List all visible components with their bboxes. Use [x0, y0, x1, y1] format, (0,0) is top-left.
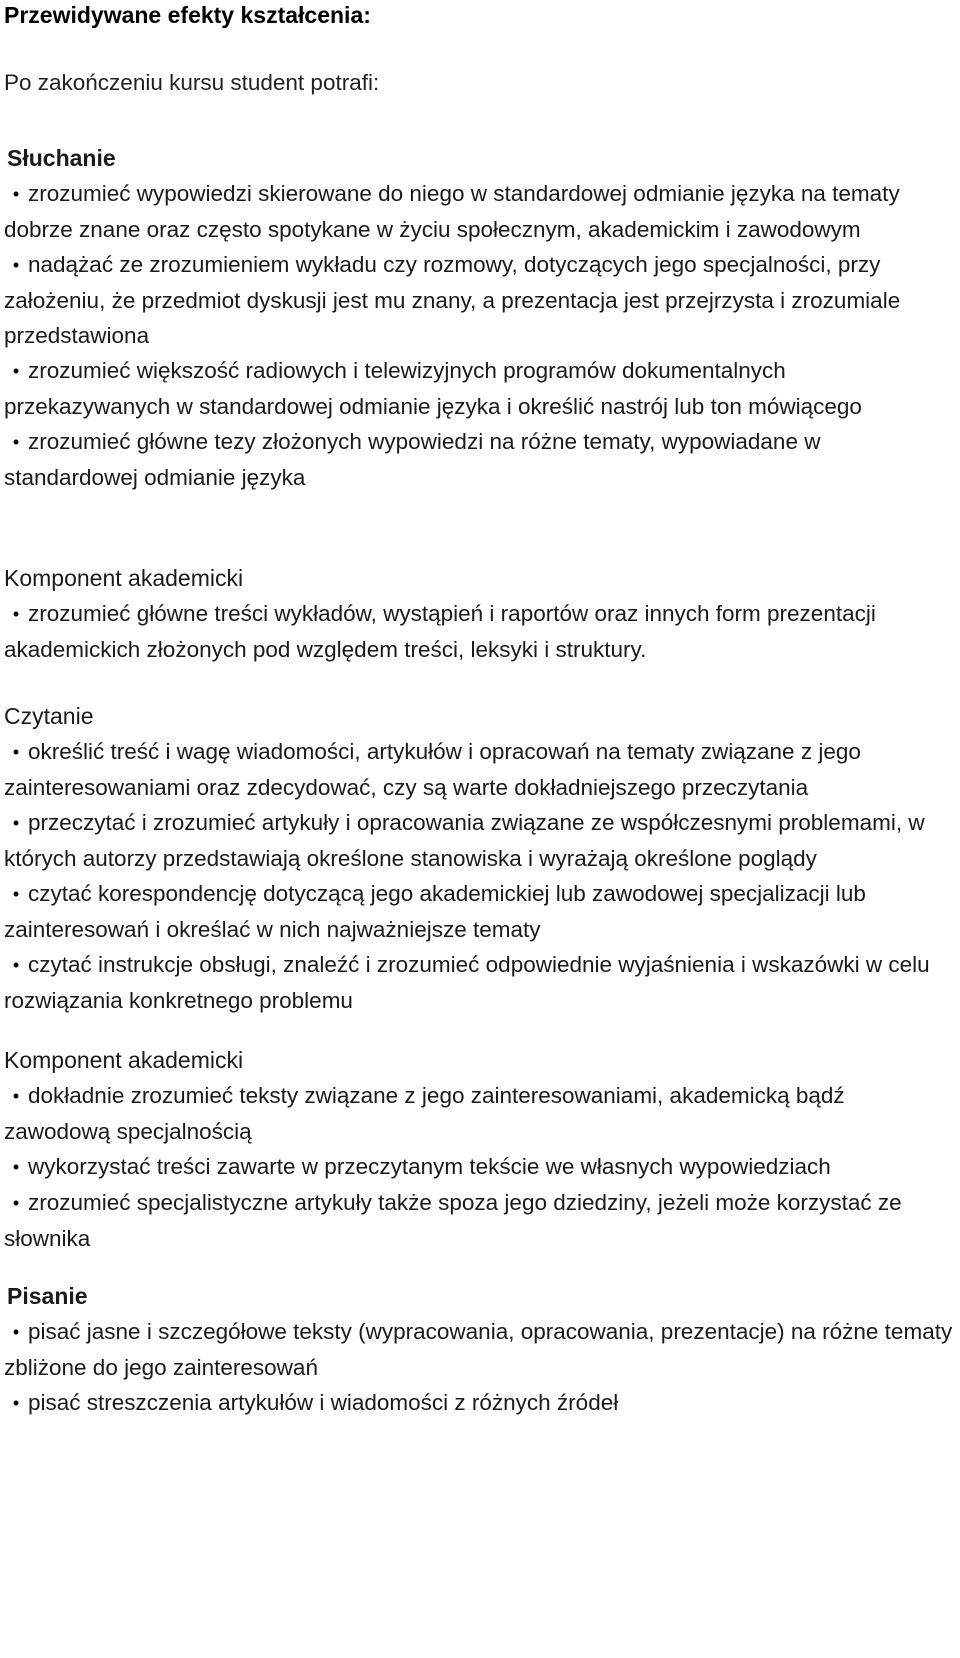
- list-item: [4, 1314, 956, 1385]
- list-item-text: zrozumieć główne treści wykładów, wystąpień i raportów oraz innych form prezentacji akademickich złożonych pod względem treści, leksyki i struktury.: [4, 601, 876, 662]
- section-heading: Komponent akademicki: [4, 565, 244, 591]
- list-item-text: pisać jasne i szczegółowe teksty (wypracowania, opracowania, prezentacje) na różne tematy zbliżone do jego zainteresowań: [4, 1319, 953, 1380]
- section-heading: Pisanie: [7, 1283, 88, 1309]
- list-item: [4, 805, 956, 876]
- list-item-text: dokładnie zrozumieć teksty związane z jego zainteresowaniami, akademicką bądź zawodową specjalnością: [4, 1083, 845, 1144]
- bullet-icon: •: [12, 1322, 20, 1342]
- bullet-icon: •: [12, 361, 20, 381]
- bullet-icon: •: [12, 184, 20, 204]
- list-item-text: zrozumieć główne tezy złożonych wypowiedzi na różne tematy, wypowiadane w standardowej odmianie języka: [4, 429, 821, 490]
- list-item: [4, 734, 956, 805]
- intro-text: Po zakończeniu kursu student potrafi:: [4, 70, 380, 95]
- section-komponent-akademicki-listening: [4, 560, 956, 667]
- list-item: [4, 596, 956, 667]
- section-komponent-akademicki-reading: [4, 1042, 956, 1256]
- list-item: [4, 947, 956, 1018]
- bullet-list: [4, 596, 956, 667]
- section-heading: Słuchanie: [7, 145, 116, 171]
- list-item: [4, 247, 956, 353]
- bullet-icon: •: [12, 432, 20, 452]
- bullet-icon: •: [12, 1086, 20, 1106]
- bullet-icon: •: [12, 884, 20, 904]
- list-item: [4, 176, 956, 247]
- list-item-text: pisać streszczenia artykułów i wiadomości z różnych źródeł: [28, 1390, 619, 1415]
- bullet-icon: •: [12, 255, 20, 275]
- list-item-text: wykorzystać treści zawarte w przeczytanym tekście we własnych wypowiedziach: [28, 1154, 831, 1179]
- bullet-list: [4, 1078, 956, 1256]
- bullet-list: [4, 734, 956, 1018]
- bullet-icon: •: [12, 1393, 20, 1413]
- bullet-icon: •: [12, 955, 20, 975]
- list-item-text: zrozumieć większość radiowych i telewizyjnych programów dokumentalnych przekazywanych w standardowej odmianie języka i określić nastrój lub ton mówiącego: [4, 358, 862, 419]
- document-title: Przewidywane efekty kształcenia:: [4, 2, 371, 28]
- list-item-text: czytać korespondencję dotyczącą jego akademickiej lub zawodowej specjalizacji lub zainteresowań i określać w nich najważniejsze tematy: [4, 881, 866, 942]
- section-heading: Komponent akademicki: [4, 1047, 244, 1073]
- list-item: [4, 1149, 956, 1185]
- list-item-text: określić treść i wagę wiadomości, artykułów i opracowań na tematy związane z jego zainteresowaniami oraz zdecydować, czy są warte dokładniejszego przeczytania: [4, 739, 861, 800]
- list-item-text: zrozumieć wypowiedzi skierowane do niego w standardowej odmianie języka na tematy dobrze znane oraz często spotykane w życiu społecznym, akademickim i zawodowym: [4, 181, 900, 242]
- list-item-text: przeczytać i zrozumieć artykuły i opracowania związane ze współczesnymi problemami, w których autorzy przedstawiają określone stanowiska i wyrażają określone poglądy: [4, 810, 925, 871]
- section-sluchanie: [4, 140, 956, 495]
- list-item-text: zrozumieć specjalistyczne artykuły także spoza jego dziedziny, jeżeli może korzystać ze słownika: [4, 1190, 902, 1251]
- bullet-icon: •: [12, 742, 20, 762]
- bullet-list: [4, 1314, 956, 1421]
- list-item: [4, 1185, 956, 1256]
- bullet-icon: •: [12, 1193, 20, 1213]
- bullet-list: [4, 176, 956, 495]
- bullet-icon: •: [12, 604, 20, 624]
- list-item: [4, 424, 956, 495]
- list-item: [4, 1078, 956, 1149]
- list-item-text: czytać instrukcje obsługi, znaleźć i zrozumieć odpowiednie wyjaśnienia i wskazówki w celu rozwiązania konkretnego problemu: [4, 952, 930, 1013]
- list-item: [4, 1385, 956, 1421]
- list-item: [4, 353, 956, 424]
- bullet-icon: •: [12, 813, 20, 833]
- list-item: [4, 876, 956, 947]
- bullet-icon: •: [12, 1157, 20, 1177]
- section-pisanie: [4, 1278, 956, 1421]
- section-heading: Czytanie: [4, 703, 94, 729]
- section-czytanie: [4, 698, 956, 1018]
- list-item-text: nadążać ze zrozumieniem wykładu czy rozmowy, dotyczących jego specjalności, przy założeniu, że przedmiot dyskusji jest mu znany, a prezentacja jest przejrzysta i zrozumiale przedstawiona: [4, 252, 901, 348]
